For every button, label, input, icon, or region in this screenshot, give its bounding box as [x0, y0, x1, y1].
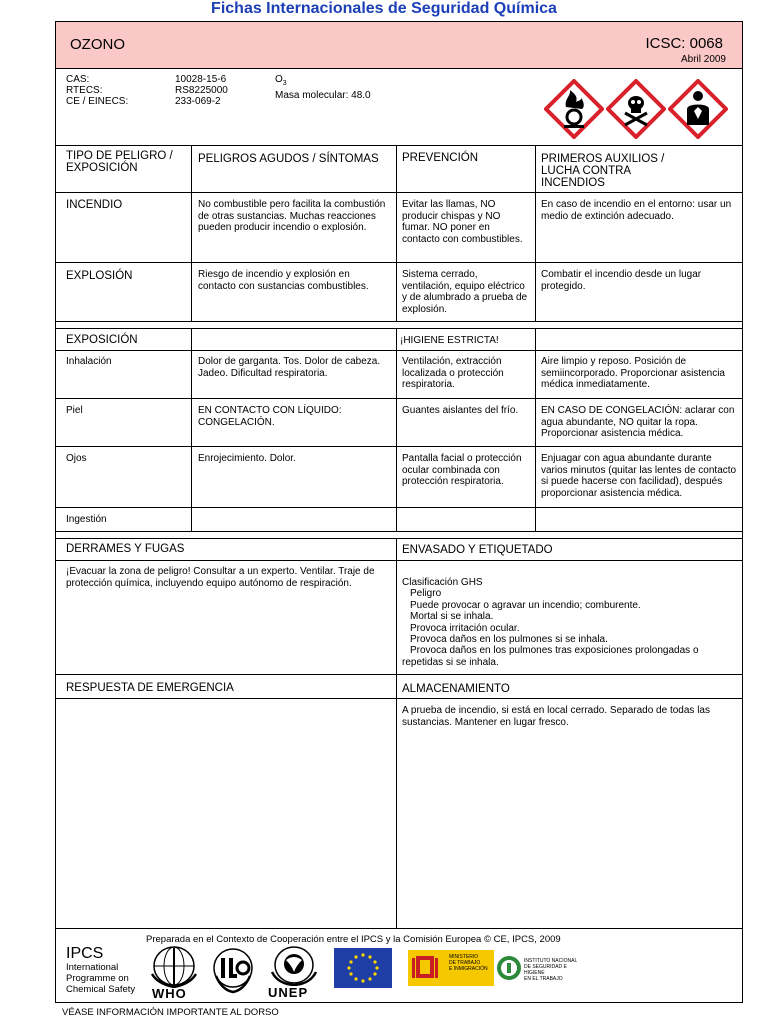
- substance-name: OZONO: [70, 36, 125, 53]
- ministry-line: MINISTERIO: [449, 954, 479, 960]
- ipcs-line: Programme on: [66, 973, 129, 984]
- route-inhalation: Inhalación: [66, 356, 112, 367]
- icsc-code: ICSC: 0068: [645, 35, 723, 52]
- ghs-signal-word: Peligro: [410, 588, 442, 600]
- col-header-first-aid: PRIMEROS AUXILIOS / LUCHA CONTRA INCENDIOS: [541, 153, 665, 189]
- insht-emblem-icon: [496, 955, 522, 981]
- molecular-mass: Masa molecular: 48.0: [275, 90, 371, 101]
- einecs-value: 233-069-2: [175, 96, 221, 107]
- row-label-explosion: EXPLOSIÓN: [66, 270, 133, 282]
- einecs-label: CE / EINECS:: [66, 96, 129, 107]
- emergency-heading: RESPUESTA DE EMERGENCIA: [66, 682, 234, 694]
- col-header-hazard-type: TIPO DE PELIGRO / EXPOSICIÓN: [66, 150, 173, 174]
- page-title: Fichas Internacionales de Seguridad Química: [211, 0, 557, 17]
- eyes-symptoms: Enrojecimiento. Dolor.: [198, 453, 296, 464]
- health-hazard-icon: [668, 79, 728, 139]
- skin-first-aid: EN CASO DE CONGELACIÓN: aclarar con agua abundante, NO quitar la ropa. Proporcionar asistencia médica.: [541, 405, 735, 439]
- ghs-classification: [402, 577, 742, 668]
- inhalation-first-aid: Aire limpio y reposo. Posición de semiincorporado. Proporcionar asistencia médica inmediatamente.: [541, 356, 725, 390]
- insht-logo: [496, 952, 576, 984]
- unep-emblem-icon: [266, 944, 322, 986]
- inhalation-symptoms: Dolor de garganta. Tos. Dolor de cabeza. Jadeo. Dificultad respiratoria.: [198, 356, 381, 379]
- explosion-first-aid: Combatir el incendio desde un lugar protegido.: [541, 269, 702, 292]
- rtecs-value: RS8225000: [175, 85, 228, 96]
- explosion-prevention: Sistema cerrado, ventilación, equipo eléctrico y de alumbrado a prueba de explosión.: [402, 269, 528, 315]
- safety-card: [55, 21, 743, 1003]
- insht-line: DE SEGURIDAD E HIGIENE: [524, 964, 567, 976]
- fire-first-aid: En caso de incendio en el entorno: usar un medio de extinción adecuado.: [541, 199, 732, 222]
- fire-prevention: Evitar las llamas, NO producir chispas y NO fumar. NO poner en contacto con combustibles.: [402, 199, 523, 245]
- ilo-logo: [210, 946, 256, 994]
- eyes-first-aid: Enjuagar con agua abundante durante varios minutos (quitar las lentes de contacto si puede hacerse con facilidad), después proporcionar asistencia médica.: [541, 453, 737, 499]
- formula-element: O: [275, 74, 283, 85]
- row-label-exposure: EXPOSICIÓN: [66, 334, 138, 346]
- storage-heading: ALMACENAMIENTO: [402, 683, 510, 695]
- who-logo: [148, 944, 200, 1000]
- spain-coat-of-arms-icon: [408, 950, 446, 986]
- fire-symptoms: No combustible pero facilita la combustión de otras sustancias. Muchas reacciones pueden producir incendio o explosión.: [198, 199, 386, 233]
- ilo-emblem-icon: [210, 946, 256, 994]
- ministry-text: [446, 950, 494, 986]
- formula-subscript: 3: [282, 80, 287, 87]
- see-reverse-note: VÉASE INFORMACIÓN IMPORTANTE AL DORSO: [62, 1007, 279, 1018]
- inhalation-prevention: Ventilación, extracción localizada o protección respiratoria.: [402, 356, 504, 390]
- route-eyes: Ojos: [66, 453, 87, 464]
- route-ingestion: Ingestión: [66, 514, 107, 525]
- molecular-formula: [275, 74, 287, 87]
- unep-logo: [266, 944, 326, 1000]
- ministry-logo: [408, 950, 494, 986]
- row-label-fire: INCENDIO: [66, 199, 123, 211]
- ministry-line: E INMIGRACIÓN: [449, 966, 488, 972]
- ghs-title: Clasificación GHS: [402, 577, 483, 588]
- packaging-heading: ENVASADO Y ETIQUETADO: [402, 544, 553, 556]
- unep-label: UNEP: [268, 985, 309, 1000]
- eyes-prevention: Pantalla facial o protección ocular combinada con protección respiratoria.: [402, 453, 522, 487]
- ghs-statement: Puede provocar o agravar un incendio; comburente.: [410, 599, 641, 611]
- ipcs-line: International: [66, 962, 119, 973]
- cas-label: CAS:: [66, 74, 90, 85]
- eu-flag-icon: [334, 948, 392, 988]
- ghs-statement: Provoca daños en los pulmones tras exposiciones prolongadas o repetidas si se inhala.: [402, 645, 699, 668]
- ministry-line: DE TRABAJO: [449, 960, 481, 966]
- skull-crossbones-icon: [606, 79, 666, 139]
- hygiene-note: ¡HIGIENE ESTRICTA!: [400, 335, 499, 346]
- flame-over-circle-icon: [544, 79, 604, 139]
- insht-line: INSTITUTO NACIONAL: [524, 958, 578, 964]
- explosion-symptoms: Riesgo de incendio y explosión en contacto con sustancias combustibles.: [198, 269, 369, 292]
- cas-value: 10028-15-6: [175, 74, 227, 85]
- cooperation-note: Preparada en el Contexto de Cooperación entre el IPCS y la Comisión Europea © CE, IPCS, 2009: [146, 934, 561, 945]
- ghs-statement: Provoca daños en los pulmones si se inhala.: [410, 634, 608, 646]
- skin-prevention: Guantes aislantes del frío.: [402, 405, 519, 416]
- spills-heading: DERRAMES Y FUGAS: [66, 543, 185, 555]
- storage-text: A prueba de incendio, si está en local cerrado. Separado de todas las sustancias. Mantener en lugar fresco.: [402, 705, 710, 728]
- who-emblem-icon: [148, 944, 200, 988]
- ipcs-line: Chemical Safety: [66, 984, 136, 995]
- col-header-symptoms: PELIGROS AGUDOS / SÍNTOMAS: [198, 153, 379, 165]
- insht-line: EN EL TRABAJO: [524, 976, 563, 982]
- route-skin: Piel: [66, 405, 83, 416]
- who-label: WHO: [152, 986, 187, 1001]
- ghs-statement: Mortal si se inhala.: [410, 611, 494, 623]
- ipcs-title: IPCS: [66, 945, 104, 962]
- spills-text: ¡Evacuar la zona de peligro! Consultar a un experto. Ventilar. Traje de protección química, incluyendo equipo autónomo de respiración.: [66, 566, 375, 589]
- insht-text: [524, 958, 578, 982]
- ghs-statement: Provoca irritación ocular.: [410, 622, 520, 634]
- issue-date: Abril 2009: [680, 54, 726, 65]
- rtecs-label: RTECS:: [66, 85, 103, 96]
- col-header-prevention: PREVENCIÓN: [402, 152, 479, 164]
- skin-symptoms: EN CONTACTO CON LÍQUIDO: CONGELACIÓN.: [198, 405, 342, 428]
- ipcs-block: [66, 946, 135, 995]
- card-header: [56, 22, 742, 69]
